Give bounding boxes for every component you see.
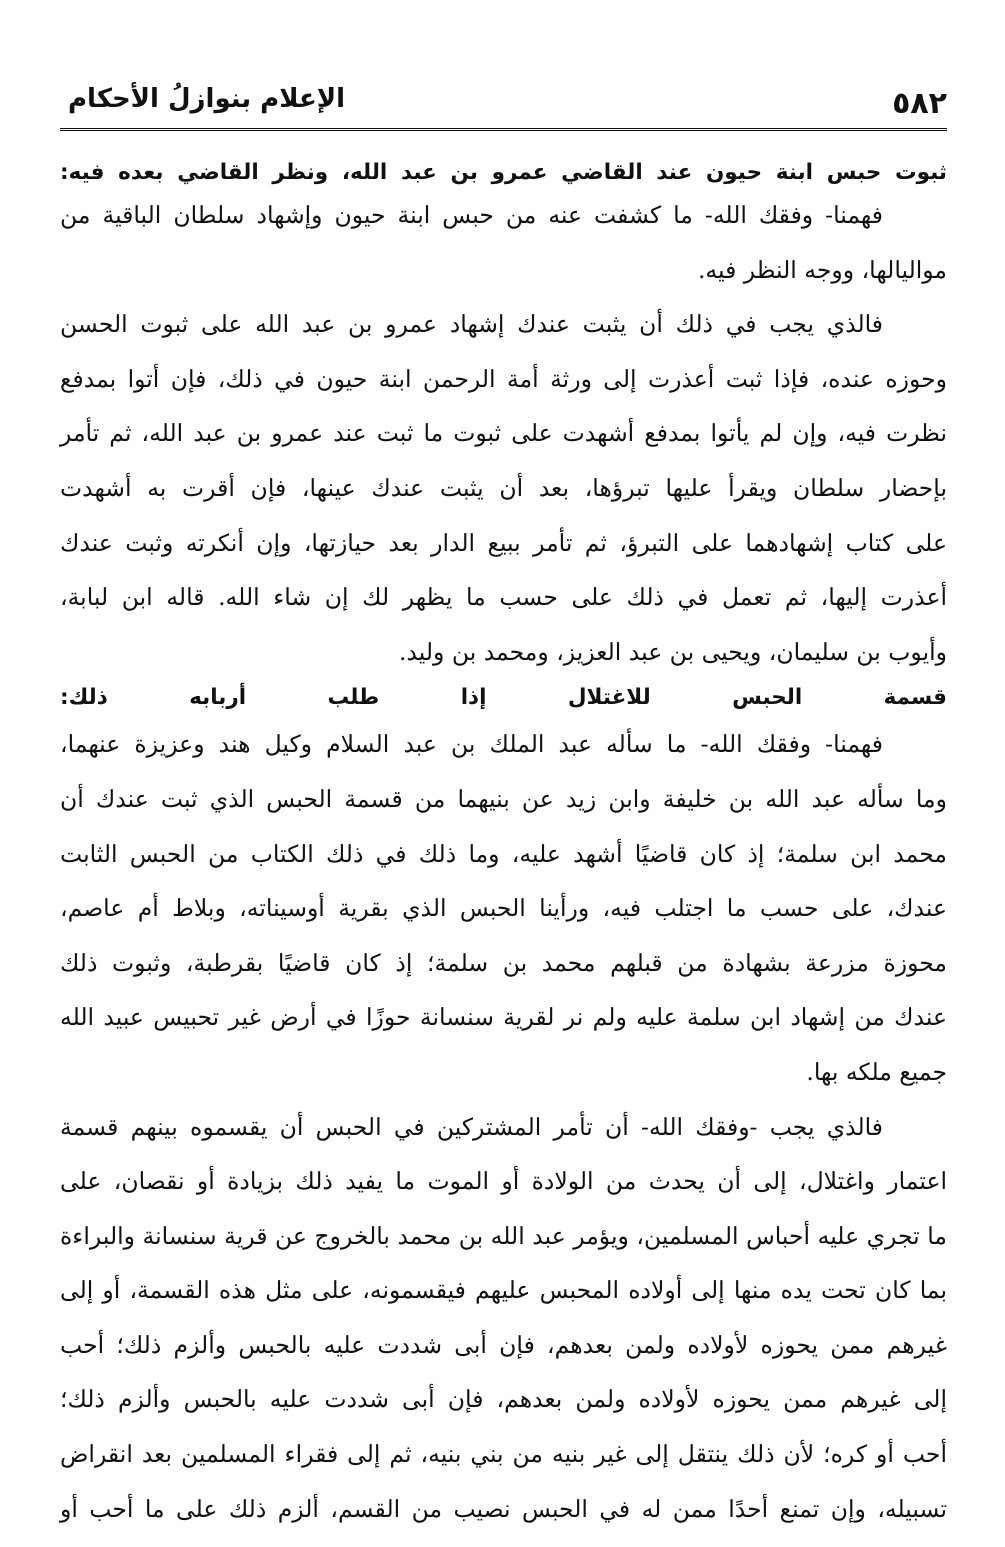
- text-line: إلى غيرهم ممن يحوزه لأولاده ولمن بعدهم، فإن أبى شددت عليه بالحبس وألزم ذلك؛: [60, 1385, 947, 1414]
- text-line: على كتاب إشهادهما على التبرؤ، ثم تأمر ببيع الدار بعد حيازتها، وإن أنكرته وثبت عندك: [60, 528, 947, 557]
- section-heading: ثبوت حبس ابنة حيون عند القاضي عمرو بن عبد الله، ونظر القاضي بعده فيه:: [60, 160, 947, 185]
- section-heading: قسمة الحبس للاغتلال إذا طلب أربابه ذلك:: [60, 685, 947, 711]
- text-line: ما تجري عليه أحباس المسلمين، ويؤمر عبد الله بن محمد بالخروج عن قرية سنسانة والبراءة: [60, 1221, 947, 1250]
- text-line: مواليالها، ووجه النظر فيه.: [697, 255, 947, 284]
- text-line: بما كان تحت يده منها إلى أولاده المحبس عليهم فيقسمونه، على مثل هذه القسمة، أو إلى: [60, 1276, 947, 1305]
- text-line: جميع ملكه بها.: [806, 1057, 947, 1086]
- text-line: فالذي يجب في ذلك أن يثبت عندك إشهاد عمرو بن عبد الله على ثبوت الحسن: [60, 310, 883, 339]
- text-line: وأيوب بن سليمان، ويحيى بن عبد العزيز، ومحمد بن وليد.: [398, 637, 947, 666]
- text-line: فهمنا- وفقك الله- ما كشفت عنه من حبس ابنة حيون وإشهاد سلطان الباقية من: [60, 201, 883, 229]
- text-line: محوزة مزرعة بشهادة من قبلهم محمد بن سلمة؛ إذ كان قاضيًا بقرطبة، وثبوت ذلك: [60, 948, 947, 977]
- text-line: أحب أو كره؛ لأن ذلك ينتقل إلى غير بنيه من بني بنيه، ثم إلى فقراء المسلمين بعد انقراض: [60, 1440, 947, 1469]
- text-line: تسبيله، وإن تمنع أحدًا ممن له في الحبس نصيب من القسم، ألزم ذلك على ما أحب أو: [60, 1494, 947, 1523]
- page-body: [60, 158, 947, 1536]
- text-line: محمد ابن سلمة؛ إذ كان قاضيًا أشهد عليه، وما ذلك في ذلك الكتاب من الحبس الثابت: [60, 839, 947, 868]
- text-line: اعتمار واغتلال، إلى أن يحدث من الولادة أو الموت ما يفيد ذلك بزيادة أو نقصان، على: [60, 1167, 947, 1196]
- text-line: فالذي يجب -وفقك الله- أن تأمر المشتركين في الحبس أن يقسموه بينهم قسمة: [60, 1112, 883, 1141]
- text-line: عندك من إشهاد ابن سلمة عليه ولم نر لقرية سنسانة حوزًا في أرض غير تحبيس عبيد الله: [60, 1003, 947, 1032]
- text-line: وما سأله عبد الله بن خليفة وابن زيد عن بنيهما من قسمة الحبس الذي ثبت عندك أن: [60, 784, 947, 813]
- text-line: فهمنا- وفقك الله- ما سأله عبد الملك بن عبد السلام وكيل هند وعزيزة عنهما،: [60, 730, 883, 759]
- page-number: ٥٨٢: [892, 86, 947, 121]
- text-line: نظرت فيه، وإن لم يأتوا بمدفع أشهدت على ثبوت ما ثبت عند عمرو بن عبد الله، ثم تأمر: [60, 419, 947, 448]
- running-title: الإعلام بنوازلُ الأحكام: [68, 84, 345, 114]
- text-line: وحوزه عنده، فإذا ثبت أعذرت إلى ورثة أمة الرحمن ابنة حيون في ذلك، فإن أتوا بمدفع: [60, 364, 947, 393]
- text-line: غيرهم ممن يحوزه لأولاده ولمن بعدهم، فإن أبى شددت عليه بالحبس وألزم ذلك؛ أحب: [60, 1330, 947, 1359]
- text-line: عندك، على حسب ما اجتلب فيه، ورأينا الحبس الذي بقرية أوسيناته، وبلاط أم عاصم،: [60, 894, 947, 923]
- text-line: أعذرت إليها، ثم تعمل في ذلك على حسب ما يظهر لك إن شاء الله. قاله ابن لبابة،: [60, 583, 947, 612]
- text-line: بإحضار سلطان ويقرأ عليها تبرؤها، بعد أن يثبت عندك عينها، فإن أقرت به أشهدت: [60, 473, 947, 502]
- page-header: [60, 82, 947, 131]
